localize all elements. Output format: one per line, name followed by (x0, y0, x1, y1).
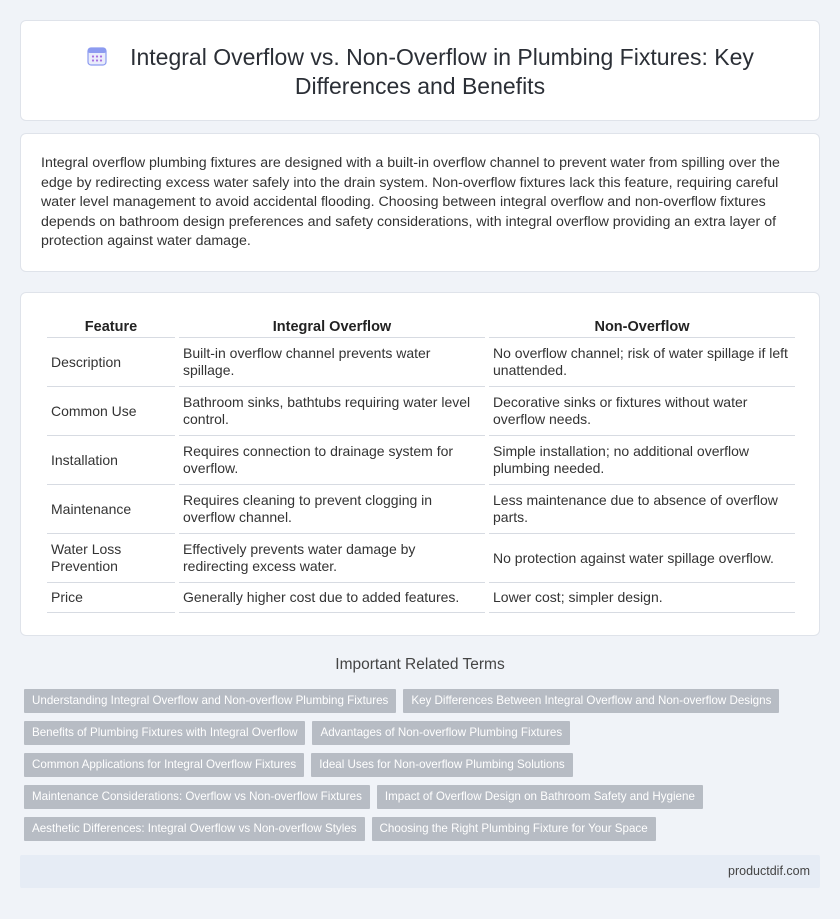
footer-bar (20, 855, 820, 888)
related-term-tag[interactable]: Maintenance Considerations: Overflow vs Non-overflow Fixtures (24, 785, 370, 809)
page-title-wrap (61, 43, 779, 101)
table-header-row (47, 316, 795, 338)
table-row (47, 338, 795, 387)
table-row (47, 387, 795, 436)
feature-cell: Maintenance (47, 485, 175, 534)
integral-cell: Bathroom sinks, bathtubs requiring water level control. (179, 387, 485, 436)
intro-card (20, 133, 820, 272)
integral-cell: Generally higher cost due to added features. (179, 583, 485, 613)
table-row (47, 583, 795, 613)
tag-row (24, 817, 824, 849)
non-overflow-cell: No protection against water spillage overflow. (489, 534, 795, 583)
table-row (47, 436, 795, 485)
related-term-tag[interactable]: Common Applications for Integral Overflow Fixtures (24, 753, 304, 777)
related-terms-list (24, 689, 824, 849)
integral-cell: Built-in overflow channel prevents water spillage. (179, 338, 485, 387)
related-term-tag[interactable]: Advantages of Non-overflow Plumbing Fixtures (312, 721, 570, 745)
table-row (47, 534, 795, 583)
non-overflow-cell: Decorative sinks or fixtures without water overflow needs. (489, 387, 795, 436)
tag-row (24, 753, 824, 785)
comparison-table (43, 316, 799, 613)
table-row (47, 485, 795, 534)
feature-cell: Price (47, 583, 175, 613)
related-term-tag[interactable]: Ideal Uses for Non-overflow Plumbing Solutions (311, 753, 573, 777)
header-feature: Feature (47, 316, 175, 338)
feature-cell: Water Loss Prevention (47, 534, 175, 583)
non-overflow-cell: No overflow channel; risk of water spillage if left unattended. (489, 338, 795, 387)
title-card (20, 20, 820, 121)
header-integral-overflow: Integral Overflow (179, 316, 485, 338)
related-term-tag[interactable]: Aesthetic Differences: Integral Overflow vs Non-overflow Styles (24, 817, 365, 841)
header-non-overflow: Non-Overflow (489, 316, 795, 338)
related-term-tag[interactable]: Choosing the Right Plumbing Fixture for Your Space (372, 817, 656, 841)
non-overflow-cell: Simple installation; no additional overflow plumbing needed. (489, 436, 795, 485)
footer-site-link[interactable]: productdif.com (728, 864, 810, 878)
tag-row (24, 689, 824, 721)
non-overflow-cell: Less maintenance due to absence of overflow parts. (489, 485, 795, 534)
related-term-tag[interactable]: Impact of Overflow Design on Bathroom Safety and Hygiene (377, 785, 703, 809)
intro-paragraph: Integral overflow plumbing fixtures are designed with a built-in overflow channel to prevent water from spilling over the edge by redirecting excess water safely into the drain system. Non-overflow fixtures lack this feature, requiring careful water level management to avoid accidental flooding. Choosing between integral overflow and non-overflow fixtures depends on bathroom design preferences and safety considerations, with integral overflow providing an extra layer of protection against water damage. (41, 155, 780, 249)
tag-row (24, 721, 824, 753)
related-term-tag[interactable]: Key Differences Between Integral Overflow and Non-overflow Designs (403, 689, 779, 713)
comparison-card (20, 292, 820, 636)
related-term-tag[interactable]: Benefits of Plumbing Fixtures with Integral Overflow (24, 721, 305, 745)
feature-cell: Installation (47, 436, 175, 485)
non-overflow-cell: Lower cost; simpler design. (489, 583, 795, 613)
related-terms-heading: Important Related Terms (335, 656, 505, 673)
feature-cell: Description (47, 338, 175, 387)
tag-row (24, 785, 824, 817)
integral-cell: Requires connection to drainage system for overflow. (179, 436, 485, 485)
page-title: Integral Overflow vs. Non-Overflow in Plumbing Fixtures: Key Differences and Benefits (130, 44, 754, 99)
related-term-tag[interactable]: Understanding Integral Overflow and Non-overflow Plumbing Fixtures (24, 689, 396, 713)
feature-cell: Common Use (47, 387, 175, 436)
calendar-icon (86, 45, 108, 67)
integral-cell: Effectively prevents water damage by redirecting excess water. (179, 534, 485, 583)
integral-cell: Requires cleaning to prevent clogging in overflow channel. (179, 485, 485, 534)
